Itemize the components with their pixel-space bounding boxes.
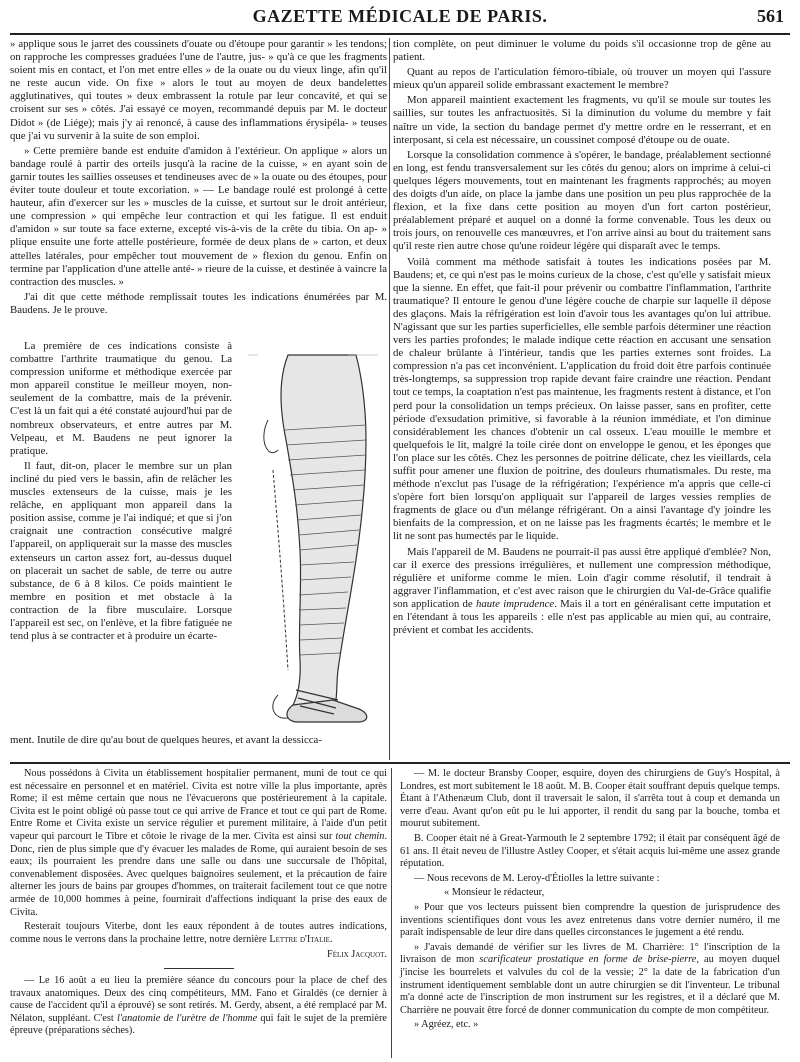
right-column	[393, 38, 771, 760]
column-rule	[391, 768, 392, 1058]
paragraph	[400, 942, 780, 1018]
paragraph: J'ai dit que cette méthode remplissait toutes les indications énumérées par M. Baudens. Je le prouve.	[10, 290, 387, 316]
text-run: Mais l'appareil de M. Baudens ne pourrait-il pas aussi être appliqué d'emblée? Non, car il exerce des pressions irrégulières, et nullement une compression méthodique, régulière et uniforme comme le mien. Loin d'agir comme résolutif, il tendrait à aggraver l'inflammation, et c'est avec raison que le chirurgien du Val-de-Grâce qualifie son application de	[393, 545, 771, 610]
text-run: . Donc, rien de plus simple que d'y évacuer les malades de Rome, qui auraient besoin de ses eaux; ils pourraient les prendre dans une salle ou dans une succursale de l'hôpital, convenablement disposées. Avec quelques baignoires seulement, et la précaution de faire alterner les jours de bains par groupes d'hommes, on traiterait facilement tout ce que notre armée de 10,000 hommes à peine, fournirait d'affections indiquant la prise des eaux de Civita.	[10, 830, 388, 918]
text-run: Resterait toujours Viterbe, dont les eaux répondent à de toutes autres indications, comme nous le verrons dans la prochaine lettre, notre dernière	[10, 921, 387, 945]
leg-engraving	[238, 350, 388, 730]
text-run: Nous possédons à Civita un établissement hospitalier permanent, muni de tout ce qui est nécessaire en personnel et en matériel. Civita est notre ville la plus importante, après Rome; il est même certain que nous ne l'évacuerons que postérieurement à la capitale. Civita est le point obligé où passe tout ce qui arrive de France et tout ce qui part de Rome. Entre Rome et Civita existe un service régulier et purement militaire, à l'aide d'un petit vapeur qui parcourt le Tibre et côtoie le rivage de la mer. Civita est ainsi sur	[10, 768, 387, 842]
left-column-top	[10, 38, 387, 338]
page-number: 561	[757, 6, 784, 26]
left-column-bottom	[10, 734, 387, 756]
italic-text: l'anatomie de l'urètre de l'homme	[116, 1012, 258, 1024]
paragraph	[393, 546, 771, 638]
paragraph: tion complète, on peut diminuer le volume du poids s'il occasionne trop de gêne au patient.	[393, 38, 771, 64]
paragraph: Lorsque la consolidation commence à s'opérer, le bandage, préalablement sectionné en long, est fendu transversalement sur les côtés du genou; alors on imprime à celui-ci quelques légers mouvements, tout en maintenant les fragments rapprochés; au moyen des doigts d'un aide, on place la jambe dans une position un peu plus rapprochée de la flexion, et la fixe dans cette position au moyen d'un fort carton postérieur, préalablement préparé et auquel on a donné la forme convenable. Tous les deux ou trois jours, on renouvelle ces manœuvres, et l'on arrive ainsi au bout du traitement sans qu'il reste rien autre chose qu'une roideur légère qui disparaît avec le temps.	[393, 148, 771, 253]
column-rule	[389, 38, 390, 760]
paragraph: La première de ces indications consiste à combattre l'arthrite traumatique du genou. La compression uniforme et méthodique exercée par mon appareil constitue le meilleur moyen, non-seulement de la combattre, mais de la prévenir. C'est là un fait qui a été constaté aujourd'hui par de nombreux observateurs, et entre autres par M. Velpeau, et M. Baudens ne peut ignorer la pratique.	[10, 340, 232, 457]
bandaged-leg-illustration	[238, 350, 388, 730]
header-rule	[10, 33, 790, 35]
text-run: , au moyen duquel j'incise les bourrelets et valvules du col de la vessie; 2° la date de la fabrication d'un instrument identiquement semblable dont un autre chirurgien se dit l'inventeur. Le tribunal m'a donné acte de l'inscription de mon instrument sur les registres, et il a déclaré que M. Charrière ne pouvait être forcé de donner communication du compte de mon compétiteur.	[400, 954, 780, 1016]
paragraph: » Agréez, etc. »	[414, 1019, 479, 1031]
italic-text: haute imprudence	[475, 597, 555, 610]
paragraph: B. Cooper était né à Great-Yarmouth le 2 septembre 1792; il était par conséquent âgé de 61 ans. Il était neveu de l'illustre Astley Cooper, et s'était acquis lui-même une assez grande réputation.	[400, 832, 780, 870]
paragraph: Mon appareil maintient exactement les fragments, vu qu'il se moule sur toutes les saillies, sur toutes les anfractuosités. Si la diminution du volume du membre y fait naître un vide, la section du bandage permet d'y mettre ordre en le resserrant, et en interposant, si cela est nécessaire, un coussinet composé d'étoupe ou de ouate.	[393, 94, 771, 146]
paragraph: » Cette première bande est enduite d'amidon à l'extérieur. On applique » alors un bandage roulé à partir des orteils jusqu'à la racine de la cuisse, » en ayant soin de garnir toutes les saillies osseuses et tendineuses avec de » la ouate ou des étoupes, pour éviter toute douleur et toute excoriation. » — Le bandage roulé est prolongé à cette hauteur, afin d'exercer sur les » muscles de la cuisse, et surtout sur le droit antérieur, une compression » qui empêche leur contraction et qui les fatigue. Il est enduit d'amidon » sur toute sa face externe, excepté vis-à-vis de la crête du tibia. On ap- » plique ensuite une forte attelle postérieure, formée de deux plans de » carton, et deux attelles latérales, pour empêcher tout mouvement de » flexion du genou. Enfin on termine par l'application d'une attelle anté- » rieure de la cuisse, et destinée à vaincre la contraction des muscles. »	[10, 144, 387, 288]
signature: Félix Jacquot.	[327, 949, 387, 961]
text-run: . Mais il a tort en généralisant cette imputation et en l'étendant à tous les appareils : elle n'est pas applicable au mien qui, au contraire, prévient et combat les accidents.	[393, 597, 772, 637]
paragraph: Il faut, dit-on, placer le membre sur un plan incliné du pied vers le bassin, afin de relâcher les muscles extenseurs de la cuisse, mais je les relâche, en appliquant mon appareil dans la position assise, comme je l'ai indiqué; et que si j'on craignait une contraction consécutive malgré l'appareil, on appliquerait sur la masse des muscles extenseurs un carton assez fort, au-dessus duquel on placerait un sachet de sable, de terre ou autre substance, de 6 à 8 kilos. Ce poids maintient le membre en position et met obstacle à la contraction de la fibre musculaire. Lorsque l'appareil est sec, on l'enlève, et la fibre fatiguée ne tend plus à se contracter et à produire un écarte-	[10, 459, 232, 643]
feuilleton-right-column	[400, 768, 780, 1058]
paragraph	[10, 768, 387, 919]
paragraph: — M. le docteur Bransby Cooper, esquire, doyen des chirurgiens de Guy's Hospital, à Londres, est mort subitement le 18 août. M. B. Cooper était souffrant depuis quelque temps. Étant à l'Athenæum Club, dont il traversait le salon, il s'arrêta tout à coup et demanda un verre d'eau. Avant qu'on eût pu le lui apporter, il rendit du sang par la bouche, tomba et mourut subitement.	[400, 768, 780, 830]
paragraph: ment. Inutile de dire qu'au bout de quelques heures, et avant la dessicca-	[10, 734, 322, 746]
paragraph: « Monsieur le rédacteur,	[444, 887, 545, 899]
feuilleton-divider	[10, 762, 790, 764]
paragraph: » Pour que vos lecteurs puissent bien comprendre la question de jurisprudence des inventions scientifiques dont vous les avez entretenus dans votre dernier numéro, il me paraît indispensable de leur dire dans quelles circonstances le jugement a été rendu.	[400, 901, 780, 939]
paragraph: Resterait toujours Viterbe, dont les eaux répondent à de toutes autres indications, comme nous le verrons dans la prochaine lettre, notre dernière Lettre d'Italie.	[10, 921, 387, 945]
left-column-narrow	[10, 340, 232, 730]
page-title: GAZETTE MÉDICALE DE PARIS.	[252, 6, 548, 26]
italic-text: tout chemin	[335, 830, 385, 842]
italic-text: scarificateur prostatique en forme de brise-pierre	[479, 954, 697, 966]
short-rule	[164, 968, 234, 969]
text-run: » J'avais demandé de vérifier sur les livres de M. Charrière: 1° l'inscription de la livraison de mon	[400, 941, 780, 966]
feuilleton-left-column	[10, 768, 387, 1058]
paragraph: Voilà comment ma méthode satisfait à toutes les indications posées par M. Baudens; et, ce qui n'est pas le moins curieux de la chose, c'est qu'elle y satisfait mieux que la sienne. En effet, que fait-il pour prévenir ou combattre l'inflammation, l'arthrite traumatique? Il entoure le genou d'une légère couche de charpie sur laquelle il dépose des glaçons. Mais la réfrigération est loin d'avoir tous les avantages qu'on lui attribue. N'agissant que sur les parties superficielles, elle semble parfois déterminer une réaction vers les parties profondes; le malade indique cette réaction en accusant une sensation de chaleur brûlante à l'intérieur, tandis que les parties externes sont froides. La compression n'a pas cet inconvénient. L'application du froid doit être parfois continuée très-longtemps, sa suppression trop rapide devant faire craindre une réaction. Pendant tout ce temps, la coaptation n'est pas maintenue, les fragments restent à distance, et l'on perd pour la consolidation un temps précieux. On laisse passer, sans en profiter, cette période d'exsudation primitive, si favorable à la réunion immédiate, et l'on diminue considérablement les chances d'obtenir un cal osseux. L'eau mouille le membre et quelquefois le lit, malgré la toile cirée dont on enveloppe le genou, et les éponges que l'on place sur les côtés. Chez les personnes de poitrine délicate, chez les vieillards, cela suffit pour amener une fluxion de poitrine, des douleurs rhumatismales. Du reste, ma méthode n'exclut pas l'usage de la réfrigération; l'expérience m'a appris que celle-ci s'opère fort bien lorsqu'on appliquait sur l'appareil de larges vessies remplies de fragments de glace ou d'un mélange réfrigérant. On a ainsi l'avantage d'y joindre les bienfaits de la compression, et on ne laisse pas les fragments écartés; le membre et le lit ne sont pas humectés par le liquide.	[393, 255, 771, 543]
paragraph: » applique sous le jarret des coussinets d'ouate ou d'étoupe pour garantir » les tendons; on rapproche les compresses graduées l'une de l'autre, jus- » qu'à ce que les fragments soient mis en contact, et l'on met entre elles » de la ouate ou du vieux linge, afin qu'il ne reste aucun vide. On fixe » alors le tout au moyen de deux bandelettes agglutinatives, qui toutes » deux embrassent la rotule par leur concavité, et qui se croisent sur ses » côtés. J'ai essayé ce moyen, recommandé depuis par M. le docteur Didot » (de Liége); mais j'y ai renoncé, à cause des inflammations érysipéla- » teuses que j'ai vu survenir à la suite de son emploi.	[10, 38, 387, 142]
paragraph: Quant au repos de l'articulation fémoro-tibiale, où trouver un moyen qui l'assure mieux qu'un appareil solide embrassant exactement le membre?	[393, 66, 771, 92]
text-run: — Le 16 août a eu lieu la première séance du concours pour la place de chef des travaux anatomiques. Deux des cinq compétiteurs, MM. Fano et Giraldès (ce dernier à cause de l'accident qu'il a éprouvé) se sont retirés. M. Gerdy, absent, a été remplacé par M. Nélaton, suppléant. C'est	[10, 974, 387, 1024]
paragraph	[10, 975, 387, 1038]
page-header	[10, 6, 790, 30]
small-caps-text: Lettre d'Italie	[269, 933, 330, 945]
paragraph: — Nous recevons de M. Leroy-d'Étiolles la lettre suivante :	[414, 872, 660, 884]
text-run: qui fait le sujet de la première épreuve (préparations sèches).	[10, 1012, 387, 1037]
